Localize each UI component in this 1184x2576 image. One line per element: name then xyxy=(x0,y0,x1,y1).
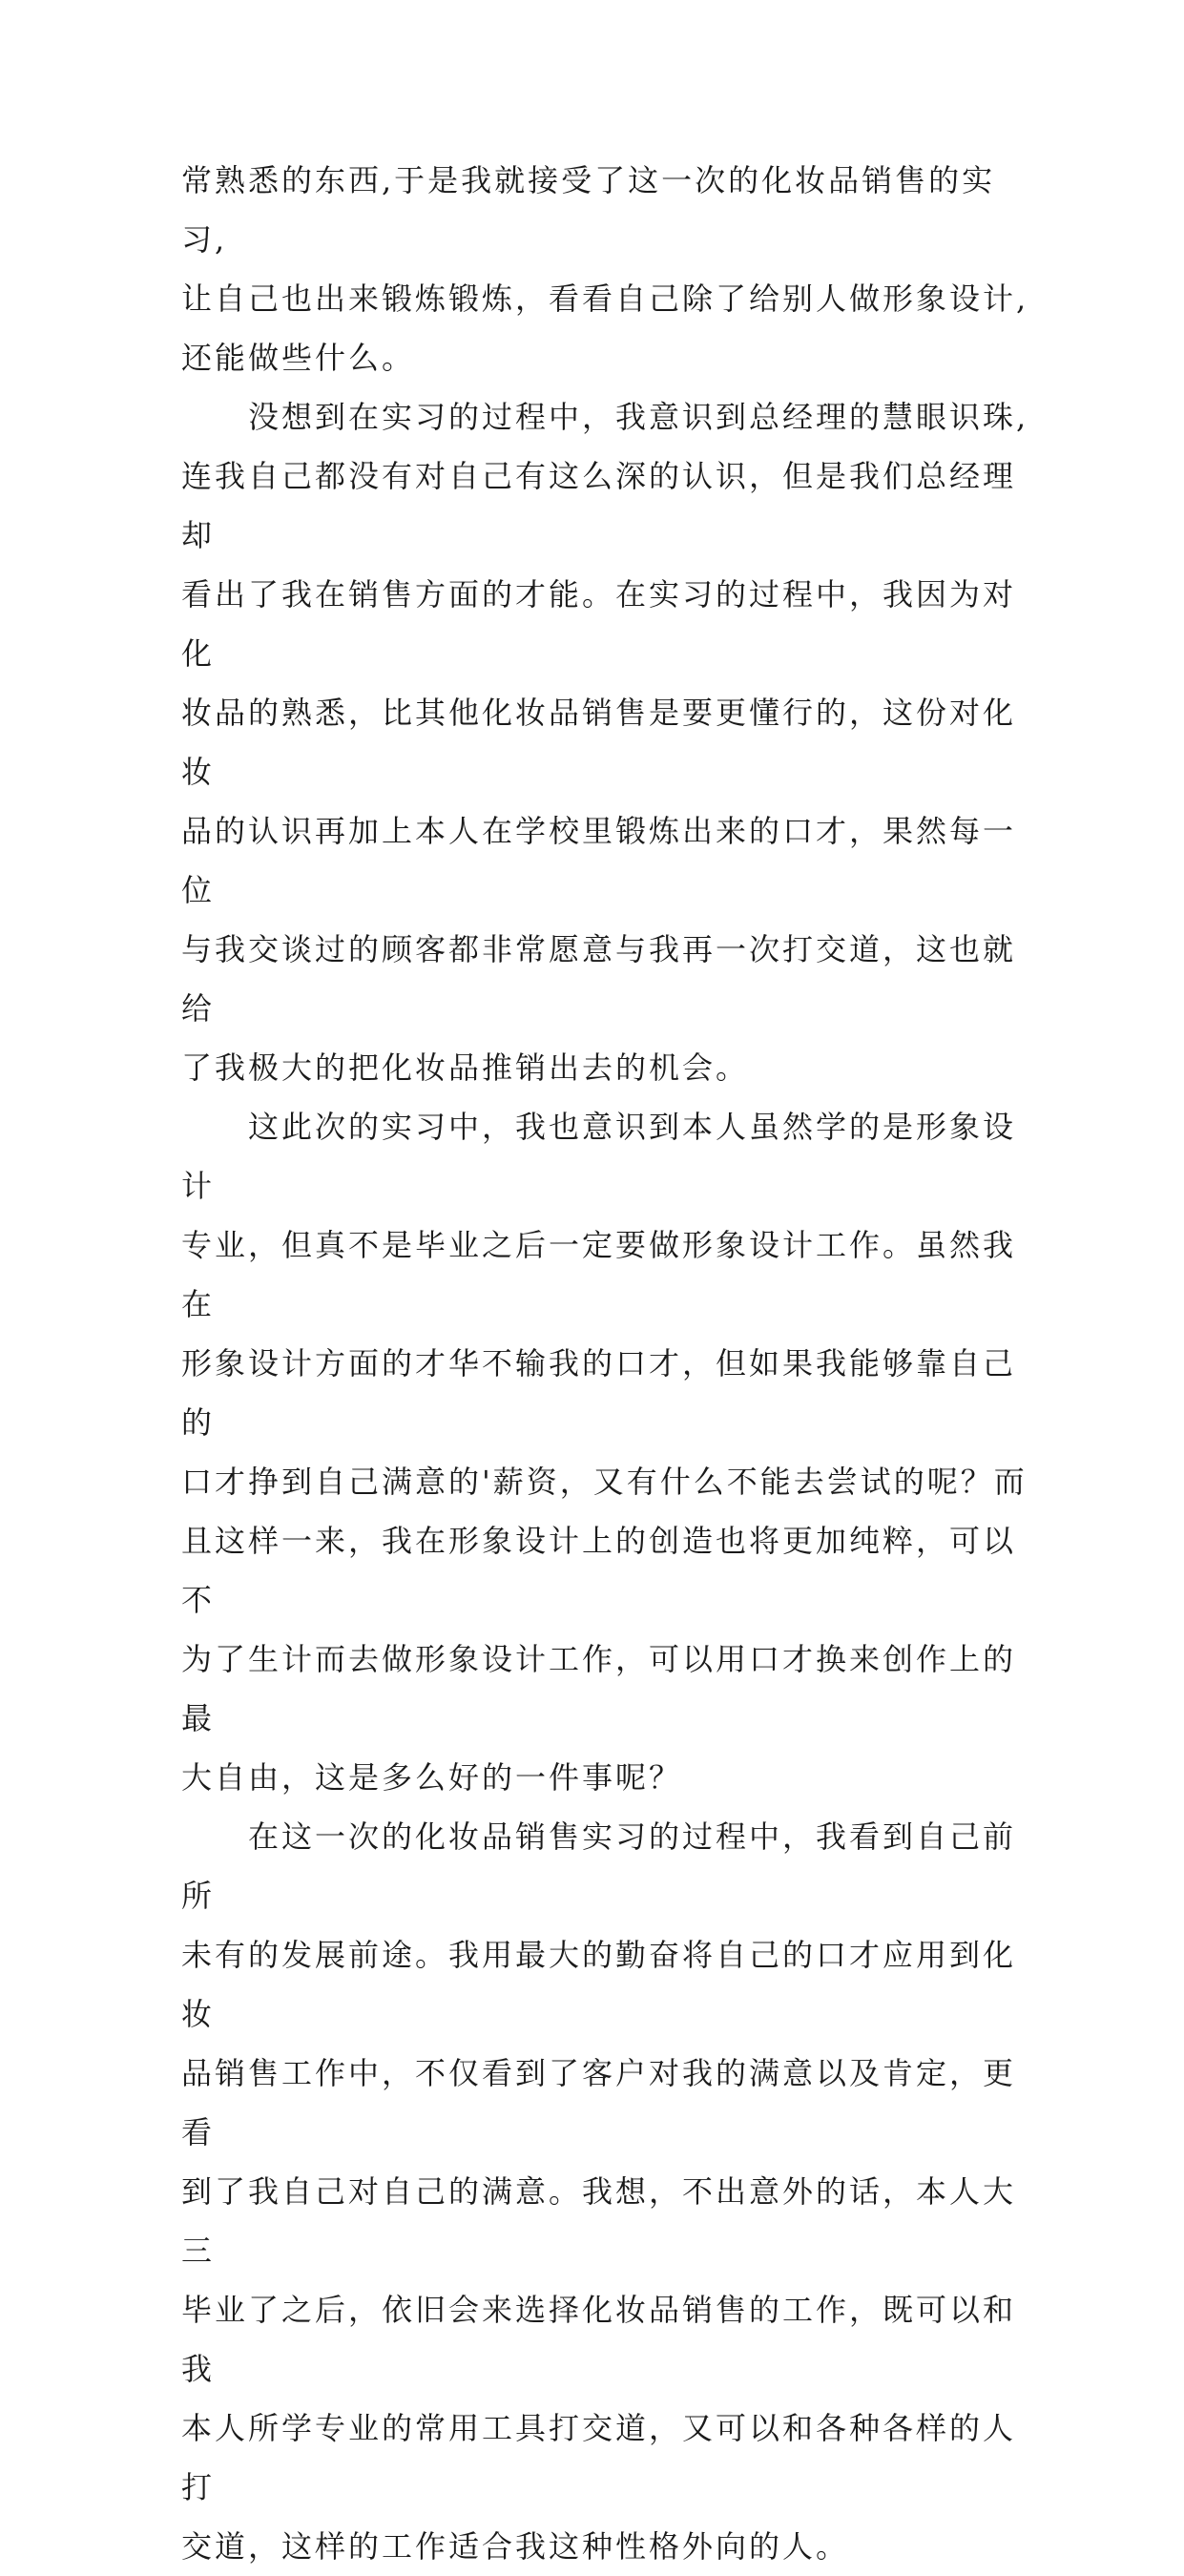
paragraph-2: 没想到在实习的过程中，我意识到总经理的慧眼识珠, 连我自己都没有对自己有这么深的认识，但是我们总经理却 看出了我在销售方面的才能。在实习的过程中，我因为对化 妆品的熟悉，比其他化妆品销售是要更懂行的，这份对化妆 品的认识再加上本人在学校里锻炼出来的口才，果然每一位 与我交谈过的顾客都非常愿意与我再一次打交道，这也就给 了我极大的把化妆品推销出去的机会。 xyxy=(181,399,1029,1086)
paragraph-1: 常熟悉的东西,于是我就接受了这一次的化妆品销售的实习, 让自己也出来锻炼锻炼，看看自己除了给别人做形象设计, 还能做些什么。 xyxy=(181,162,1029,376)
paragraph-4: 在这一次的化妆品销售实习的过程中，我看到自己前所 未有的发展前途。我用最大的勤奋将自己的口才应用到化妆 品销售工作中，不仅看到了客户对我的满意以及肯定，更看 到了我自己对自己的满意。我想，不出意外的话，本人大三 毕业了之后，依旧会来选择化妆品销售的工作，既可以和我 本人所学专业的常用工具打交道，又可以和各种各样的人打 交道，这样的工作适合我这种性格外向的人。 xyxy=(181,1818,1017,2565)
paragraph-3: 这此次的实习中，我也意识到本人虽然学的是形象设计 专业，但真不是毕业之后一定要做形象设计工作。虽然我在 形象设计方面的才华不输我的口才，但如果我能够靠自己的 口才挣到自己满意的'薪资，又有什么不能去尝试的呢？而 且这样一来，我在形象设计上的创造也将更加纯粹，可以不 为了生计而去做形象设计工作，可以用口才换来创作上的最 大自由，这是多么好的一件事呢？ xyxy=(181,1109,1028,1796)
body-text xyxy=(181,151,1040,2576)
